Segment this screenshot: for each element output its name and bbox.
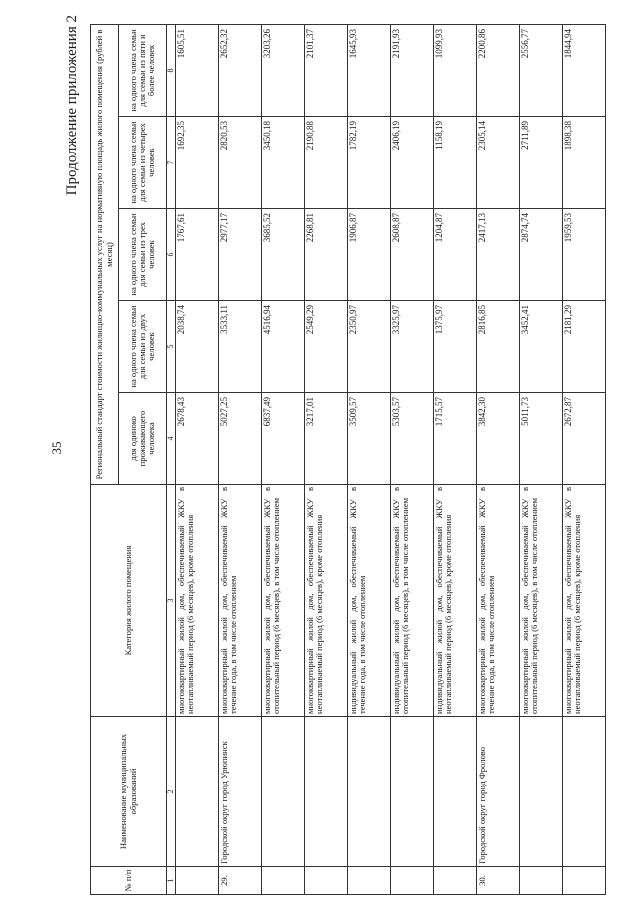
- value-cell: 2417,13: [477, 209, 520, 301]
- header-standard: Региональный стандарт стоимости жилищно-коммунальных услуг на нормативную площадь жилого помещения (рублей в месяц): [91, 24, 119, 484]
- value-cell: 2816,85: [477, 301, 520, 393]
- value-cell: 1898,38: [563, 117, 606, 209]
- value-cell: 6837,49: [262, 393, 305, 485]
- tariff-table: [90, 24, 606, 895]
- value-cell: 2556,77: [520, 24, 563, 116]
- row-number: 30.: [477, 867, 520, 895]
- row-number: [563, 867, 606, 895]
- category-cell: многоквартирный жилой дом, обеспечиваемый ЖКУ в неотапливаемый период (6 месяцев), кроме отопления: [305, 485, 348, 717]
- index-cell: 3: [167, 485, 176, 717]
- value-cell: 1692,35: [176, 117, 219, 209]
- row-number: [348, 867, 391, 895]
- category-cell: индивидуальный жилой дом, обеспечиваемый ЖКУ в неотапливаемый период (6 месяцев), кроме отопления: [434, 485, 477, 717]
- municipality-name: [391, 717, 434, 867]
- table-row: [176, 24, 219, 894]
- header-col4: для одиноко проживающего человека: [119, 393, 167, 485]
- value-cell: 2608,87: [391, 209, 434, 301]
- index-cell: 2: [167, 717, 176, 867]
- value-cell: 1767,61: [176, 209, 219, 301]
- value-cell: 2678,43: [176, 393, 219, 485]
- municipality-name: Городской округ город Урюпинск: [219, 717, 262, 867]
- value-cell: 1645,93: [348, 24, 391, 116]
- header-col6: на одного члена семьи для семьи из трех человек: [119, 209, 167, 301]
- row-number: [520, 867, 563, 895]
- value-cell: 3452,41: [520, 301, 563, 393]
- header-num: № п/п: [91, 867, 167, 895]
- value-cell: 2350,97: [348, 301, 391, 393]
- municipality-name: [563, 717, 606, 867]
- value-cell: 5011,73: [520, 393, 563, 485]
- header-col5: на одного члена семьи для семьи из двух человек: [119, 301, 167, 393]
- municipality-name: [348, 717, 391, 867]
- value-cell: 3217,01: [305, 393, 348, 485]
- municipality-name: Городской округ город Фролово: [477, 717, 520, 867]
- value-cell: 2268,81: [305, 209, 348, 301]
- value-cell: 2101,37: [305, 24, 348, 116]
- continuation-label: Продолжение приложения 2: [64, 15, 80, 196]
- value-cell: 1099,93: [434, 24, 477, 116]
- value-cell: 3509,57: [348, 393, 391, 485]
- page-number: 35: [49, 441, 64, 455]
- category-cell: многоквартирный жилой дом, обеспечиваемый ЖКУ в отопительный период (6 месяцев), в том числе отоплением: [520, 485, 563, 717]
- value-cell: 5027,25: [219, 393, 262, 485]
- table-row: [434, 24, 477, 894]
- table-body: [176, 24, 606, 894]
- value-cell: 2977,17: [219, 209, 262, 301]
- value-cell: 2200,86: [477, 24, 520, 116]
- municipality-name: [262, 717, 305, 867]
- index-cell: 1: [167, 867, 176, 895]
- rotated-page: [60, 15, 615, 895]
- value-cell: 2874,74: [520, 209, 563, 301]
- value-cell: 2549,29: [305, 301, 348, 393]
- table-row: [348, 24, 391, 894]
- index-cell: 5: [167, 301, 176, 393]
- value-cell: 2190,88: [305, 117, 348, 209]
- value-cell: 2191,93: [391, 24, 434, 116]
- row-number: [262, 867, 305, 895]
- value-cell: 1782,19: [348, 117, 391, 209]
- value-cell: 3203,26: [262, 24, 305, 116]
- row-number: 29.: [219, 867, 262, 895]
- value-cell: 2820,53: [219, 117, 262, 209]
- category-cell: многоквартирный жилой дом, обеспечиваемый ЖКУ в неотапливаемый период (6 месяцев), кроме отопления: [563, 485, 606, 717]
- category-cell: многоквартирный жилой дом, обеспечиваемый ЖКУ в отопительный период (6 месяцев), в том числе отоплением: [262, 485, 305, 717]
- municipality-name: [176, 717, 219, 867]
- category-cell: индивидуальный жилой дом, обеспечиваемый ЖКУ в течение года, в том числе отоплением: [348, 485, 391, 717]
- value-cell: 1204,87: [434, 209, 477, 301]
- value-cell: 1715,57: [434, 393, 477, 485]
- row-number: [391, 867, 434, 895]
- category-cell: индивидуальный жилой дом, обеспечиваемый ЖКУ в отопительный период (6 месяцев), в том числе отоплением: [391, 485, 434, 717]
- value-cell: 2181,29: [563, 301, 606, 393]
- municipality-name: [305, 717, 348, 867]
- table-row: [305, 24, 348, 894]
- value-cell: 2406,19: [391, 117, 434, 209]
- table-row: [391, 24, 434, 894]
- category-cell: многоквартирный жилой дом, обеспечиваемый ЖКУ в неотапливаемый период (6 месяцев), кроме отопления: [176, 485, 219, 717]
- value-cell: 1605,51: [176, 24, 219, 116]
- value-cell: 1375,97: [434, 301, 477, 393]
- municipality-name: [434, 717, 477, 867]
- value-cell: 2038,74: [176, 301, 219, 393]
- value-cell: 1959,53: [563, 209, 606, 301]
- value-cell: 1844,94: [563, 24, 606, 116]
- table-row: [219, 24, 262, 894]
- value-cell: 5303,57: [391, 393, 434, 485]
- header-category: Категория жилого помещения: [91, 485, 167, 717]
- value-cell: 3325,97: [391, 301, 434, 393]
- header-name: Наименование муниципальных образований: [91, 717, 167, 867]
- value-cell: 3842,30: [477, 393, 520, 485]
- row-number: [305, 867, 348, 895]
- value-cell: 3450,18: [262, 117, 305, 209]
- value-cell: 2652,32: [219, 24, 262, 116]
- table-row: [520, 24, 563, 894]
- row-number: [434, 867, 477, 895]
- value-cell: 1906,87: [348, 209, 391, 301]
- category-cell: многоквартирный жилой дом, обеспечиваемый ЖКУ в течение года, в том числе отоплением: [219, 485, 262, 717]
- value-cell: 2672,87: [563, 393, 606, 485]
- value-cell: 2711,89: [520, 117, 563, 209]
- table-row: [563, 24, 606, 894]
- row-number: [176, 867, 219, 895]
- index-cell: 4: [167, 393, 176, 485]
- header-col7: на одного члена семьи для семьи из четырех человек: [119, 117, 167, 209]
- value-cell: 3533,11: [219, 301, 262, 393]
- category-cell: многоквартирный жилой дом, обеспечиваемый ЖКУ в течение года, в том числе отоплением: [477, 485, 520, 717]
- value-cell: 1158,19: [434, 117, 477, 209]
- index-row: [167, 24, 176, 894]
- table-row: [477, 24, 520, 894]
- value-cell: 3685,52: [262, 209, 305, 301]
- index-cell: 7: [167, 117, 176, 209]
- header-col8: на одного члена семьи для семьи из пяти и более человек: [119, 24, 167, 116]
- value-cell: 2305,14: [477, 117, 520, 209]
- table-row: [262, 24, 305, 894]
- index-cell: 6: [167, 209, 176, 301]
- index-cell: 8: [167, 24, 176, 116]
- municipality-name: [520, 717, 563, 867]
- value-cell: 4516,94: [262, 301, 305, 393]
